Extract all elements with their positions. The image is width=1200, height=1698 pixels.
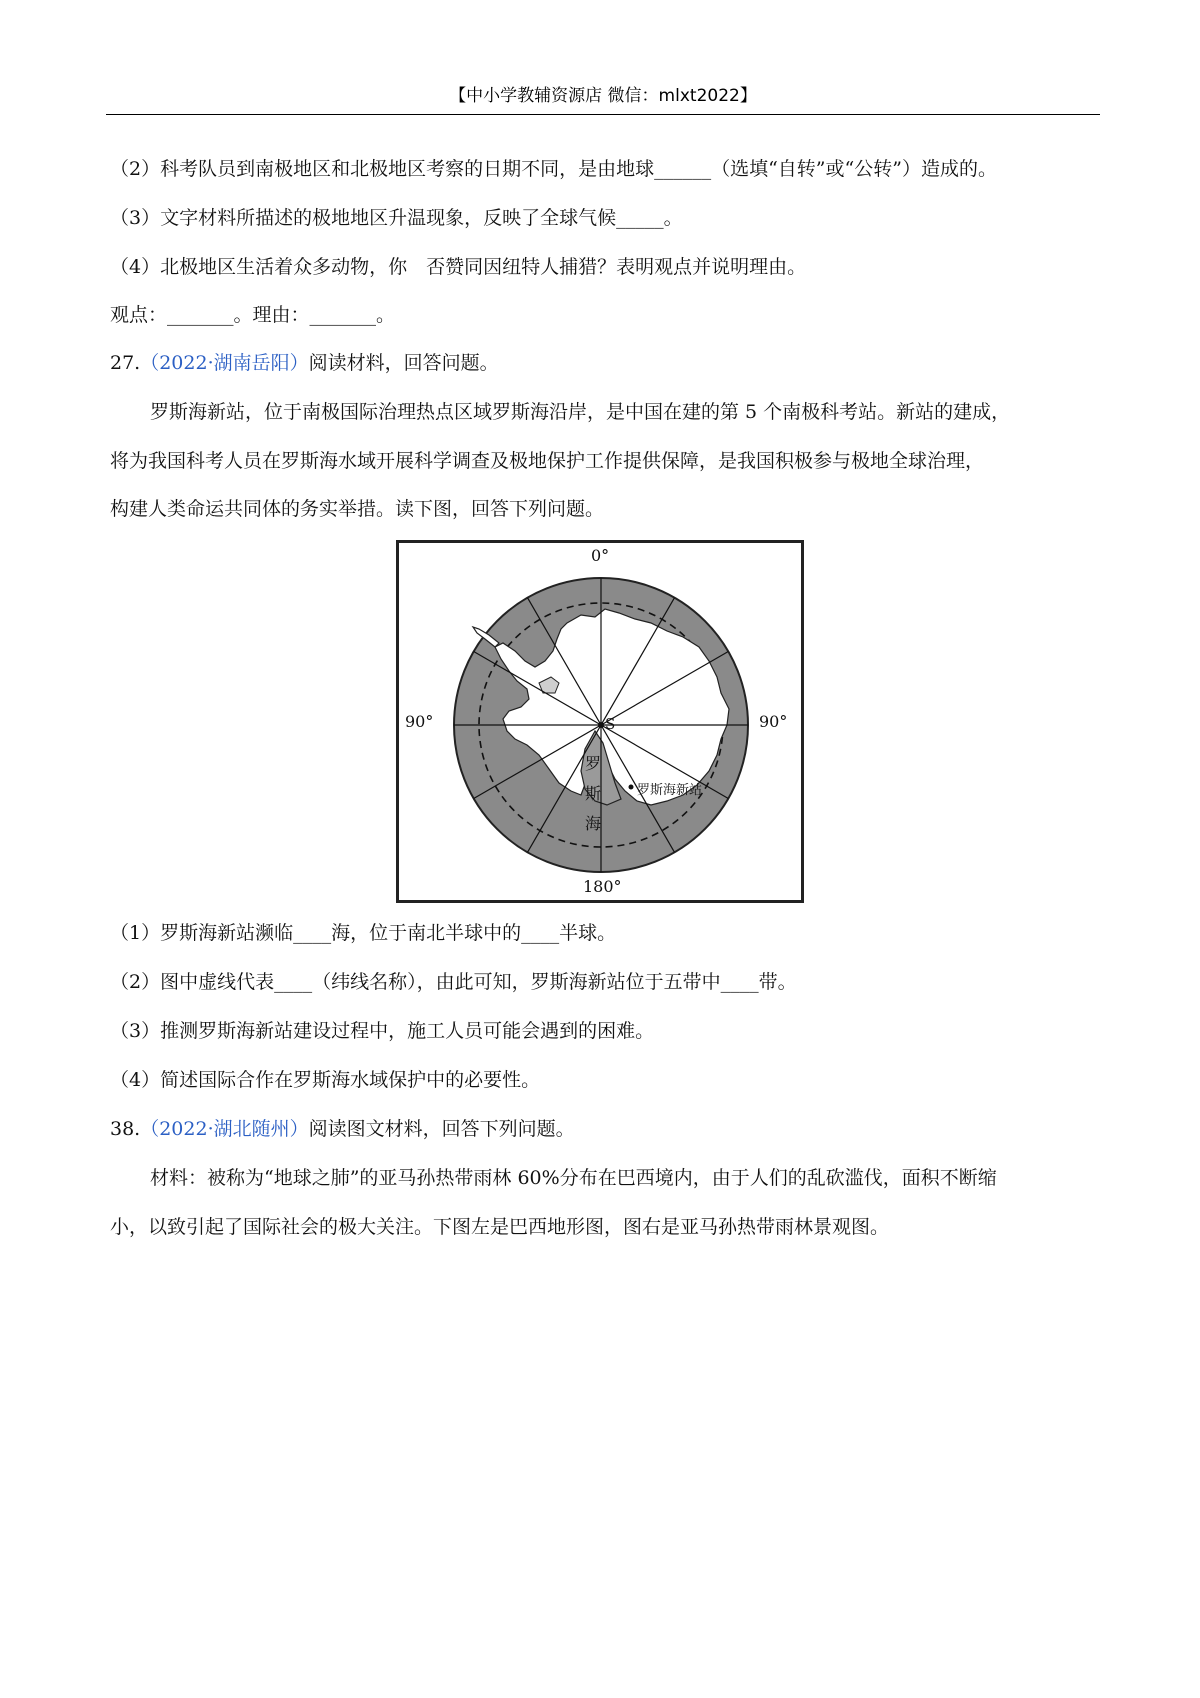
ross-sea-char-3: 海 bbox=[584, 814, 601, 833]
q38-heading bbox=[110, 1116, 575, 1142]
q38-instruction: 阅读图文材料，回答下列问题。 bbox=[308, 1118, 575, 1140]
map-label-pole: S bbox=[605, 715, 616, 733]
map-label-bottom: 180° bbox=[583, 877, 622, 896]
q27-item-4: （4）简述国际合作在罗斯海水域保护中的必要性。 bbox=[110, 1069, 541, 1091]
q26-item-4: （4）北极地区生活着众多动物，你 否赞同因纽特人捕猎？表明观点并说明理由。 bbox=[110, 256, 807, 278]
q27-item-2: （2）图中虚线代表____（纬线名称），由此可知，罗斯海新站位于五带中____带。 bbox=[110, 971, 797, 993]
q27-item-1: （1）罗斯海新站濒临____海，位于南北半球中的____半球。 bbox=[110, 922, 617, 944]
antarctica-map-svg bbox=[399, 543, 801, 900]
q27-instruction: 阅读材料，回答问题。 bbox=[308, 352, 499, 374]
map-label-ross-sea bbox=[583, 749, 603, 839]
map-label-left: 90° bbox=[405, 712, 434, 731]
ross-sea-station-dot bbox=[629, 785, 634, 790]
q27-material-line-1: 罗斯海新站，位于南极国际治理热点区域罗斯海沿岸，是中国在建的第 5 个南极科考站。新站的建成， bbox=[150, 401, 1011, 423]
q27-material-line-3: 构建人类命运共同体的务实举措。读下图，回答下列问题。 bbox=[110, 498, 605, 520]
q26-answer-line: 观点：_______。理由：_______。 bbox=[110, 304, 396, 326]
q27-material-line-2: 将为我国科考人员在罗斯海水域开展科学调查及极地保护工作提供保障，是我国积极参与极地全球治理， bbox=[110, 450, 985, 472]
ross-sea-char-2: 斯 bbox=[584, 784, 601, 803]
q38-number: 38. bbox=[110, 1118, 141, 1140]
page-header bbox=[106, 78, 1100, 115]
header-text: 【中小学教辅资源店 微信：mlxt2022】 bbox=[449, 86, 757, 106]
q27-source-link[interactable]: （2022·湖南岳阳） bbox=[140, 352, 309, 374]
south-pole-dot bbox=[598, 722, 604, 728]
q27-item-3: （3）推测罗斯海新站建设过程中，施工人员可能会遇到的困难。 bbox=[110, 1020, 655, 1042]
ross-sea-char-1: 罗 bbox=[584, 754, 601, 773]
q38-material-line-2: 小，以致引起了国际社会的极大关注。下图左是巴西地形图，图右是亚马孙热带雨林景观图。 bbox=[110, 1216, 890, 1238]
q26-item-2: （2）科考队员到南极地区和北极地区考察的日期不同，是由地球______（选填“自转”或“公转”）造成的。 bbox=[110, 158, 997, 180]
q27-number: 27. bbox=[110, 352, 141, 374]
antarctica-map-figure bbox=[396, 540, 804, 903]
map-label-top: 0° bbox=[591, 546, 610, 565]
q38-source-link[interactable]: （2022·湖北随州） bbox=[140, 1118, 309, 1140]
q38-material-line-1: 材料：被称为“地球之肺”的亚马孙热带雨林 60%分布在巴西境内，由于人们的乱砍滥伐，面积不断缩 bbox=[150, 1167, 997, 1189]
q26-item-3: （3）文字材料所描述的极地地区升温现象，反映了全球气候_____。 bbox=[110, 207, 683, 229]
map-label-station: 罗斯海新站 bbox=[637, 783, 703, 798]
q27-heading bbox=[110, 350, 499, 376]
map-label-right: 90° bbox=[759, 712, 788, 731]
